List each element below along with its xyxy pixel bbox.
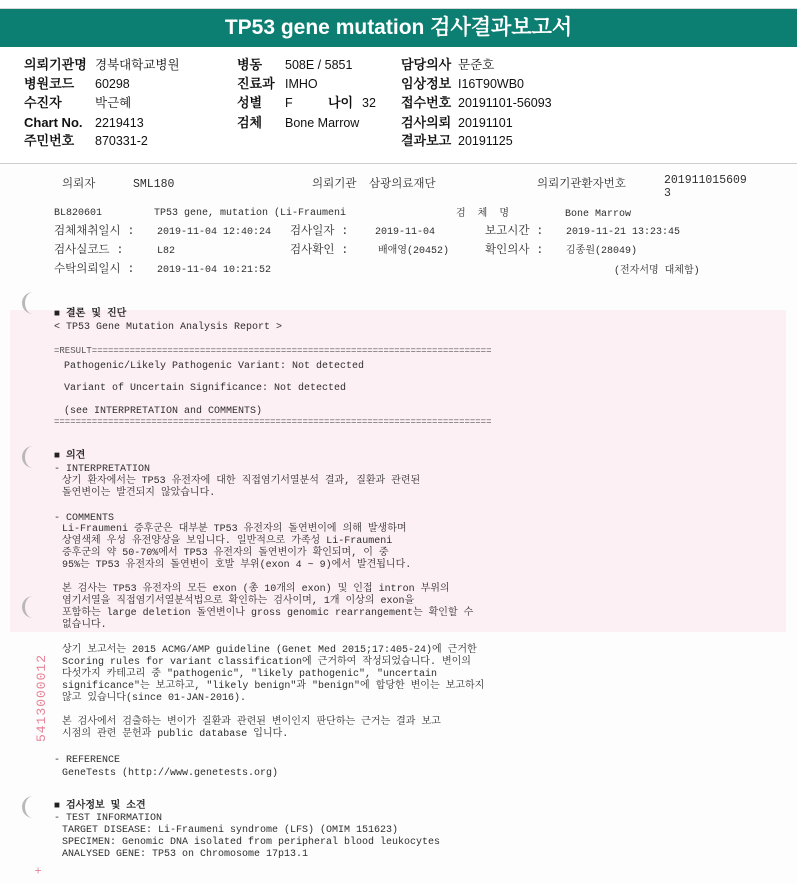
report-header [0,47,797,164]
header-value: 문준호 [458,58,495,72]
header-value: 60298 [95,77,130,91]
reference-text: GeneTests (http://www.genetests.org) [62,768,279,779]
header-value: F [285,96,293,110]
collect-value: 2019-11-04 12:40:24 [157,227,272,238]
header-label: 담당의사 [401,57,452,72]
section-opinion: ■ 의견 [54,451,86,462]
comment-line: 상기 보고서는 2015 ACMG/AMP guideline (Genet Med 2015;17:405-24)에 근거한 [62,645,477,656]
binder-hole [22,796,37,818]
comment-line: 본 검사에서 검출하는 변이가 질환과 관련된 변이인지 판단하는 근거는 결과 보고 [62,717,441,728]
institution-label: 의뢰기관 [312,178,357,191]
header-label: 성별 [237,95,263,110]
lab-code-label: 검사실코드 : [54,244,124,257]
test-info-heading: - TEST INFORMATION [54,813,163,824]
test-date-label: 검사일자 : [290,225,349,238]
header-label: 진료과 [237,76,275,91]
test-name: TP53 gene, mutation (Li-Fraumeni [154,208,347,219]
result-pathogenic: Pathogenic/Likely Pathogenic Variant: Not detected [64,361,365,372]
patient-no-value: 201911015609 [664,174,747,187]
header-value: 2219413 [95,116,144,130]
specimen-label: 검 체 명 [456,209,509,220]
header-label: 병동 [237,57,263,72]
patient-no-suffix: 3 [664,187,671,200]
header-label: Chart No. [24,115,83,130]
header-label: 수진자 [24,95,62,110]
red-stamp-number: 5413000012 [34,653,49,742]
section-test-info: ■ 검사정보 및 소견 [54,801,146,812]
comment-line: 상염색체 우성 유전양상을 보입니다. 일반적으로 가족성 Li-Fraumeni [62,536,393,547]
interpretation-heading: - INTERPRETATION [54,464,151,475]
binder-hole [22,596,37,618]
interpretation-line: 상기 환자에서는 TP53 유전자에 대한 직접염기서열분석 결과, 질환과 관련된 [62,476,421,487]
test-code: BL820601 [54,208,103,219]
doctor-value: 김종원(28049) [566,246,637,257]
binder-hole [22,446,37,468]
client-value: SML180 [133,178,175,191]
header-label: 의뢰기관명 [24,57,87,72]
result-note: (see INTERPRETATION and COMMENTS) [64,406,263,417]
report-subtitle: < TP53 Gene Mutation Analysis Report > [54,322,283,333]
header-value: I16T90WB0 [458,77,525,91]
doctor-label: 확인의사 : [485,244,544,257]
checker-value: 배애영(20452) [378,246,449,257]
comment-line: 않고 있습니다(since 01-JAN-2016). [62,693,246,704]
comment-line: 없습니다. [62,620,107,631]
header-value-age: 32 [362,96,376,110]
comment-line: 증후군의 약 50-70%에서 TP53 유전자의 돌연변이가 확인되며, 이 중 [62,548,389,559]
result-vus: Variant of Uncertain Significance: Not detected [64,383,347,394]
header-label: 임상정보 [401,76,452,91]
test-info-line: ANALYSED GENE: TP53 on Chromosome 17p13.1 [62,849,309,860]
report-time-value: 2019-11-21 13:23:45 [566,227,681,238]
lab-code-value: L82 [157,246,176,257]
checker-label: 검사확인 : [290,244,349,257]
comment-line: 포함하는 large deletion 돌연변이나 gross genomic rearrangement는 확인할 수 [62,608,474,619]
header-value: 508E / 5851 [285,58,353,72]
comment-line: 95%는 TP53 유전자의 돌연변이 호발 부위(exon 4 ~ 9)에서 발견됩니다. [62,560,412,571]
specimen-value: Bone Marrow [565,209,632,220]
header-value: Bone Marrow [285,116,360,130]
header-label-age: 나이 [328,95,354,110]
report-time-label: 보고시간 : [485,225,544,238]
header-label: 병원코드 [24,76,75,91]
header-value: 870331-2 [95,134,148,148]
test-date-value: 2019-11-04 [375,227,436,238]
interpretation-line: 돌연변이는 발견되지 않았습니다. [62,488,216,499]
request-label: 수탁의뢰일시 : [54,263,135,276]
header-value: 20191125 [458,134,513,148]
header-value: 20191101-56093 [458,96,552,110]
header-value: 20191101 [458,116,513,130]
header-label: 주민번호 [24,133,75,148]
red-stamp-plus: + [32,866,46,874]
header-label: 검사의뢰 [401,115,452,130]
e-sign-note: (전자서명 대체함) [614,266,700,277]
comment-line: 다섯가지 카테고리 중 "pathogenic", "likely pathogenic", "uncertain [62,669,437,680]
report-title: TP53 gene mutation 검사결과보고서 [0,9,797,47]
comment-line: 염기서열을 직접염기서열분석법으로 확인하는 검사이며, 1개 이상의 exon을 [62,596,415,607]
header-label: 접수번호 [401,95,452,110]
header-value: 박근혜 [95,96,132,110]
header-label: 검체 [237,115,263,130]
section-conclusion: ■ 결론 및 진단 [54,309,127,320]
comment-line: significance"는 보고하고, "likely benign"과 "benign"에 합당한 변이는 보고하지 [62,681,485,692]
comment-line: 본 검사는 TP53 유전자의 모든 exon (총 10개의 exon) 및 인접 intron 부위의 [62,584,450,595]
scanned-report [0,164,797,884]
header-value: 경북대학교병원 [95,58,180,72]
result-end-divider: ================================================================================= [54,417,492,427]
test-info-line: SPECIMEN: Genomic DNA isolated from peripheral blood leukocytes [62,837,441,848]
comment-line: 시점의 관련 문헌과 public database 입니다. [62,729,289,740]
collect-label: 검체채취일시 : [54,225,135,238]
result-divider: =RESULT========================================================================== [54,346,492,356]
header-label: 결과보고 [401,133,452,148]
patient-no-label: 의뢰기관환자번호 [537,178,626,191]
reference-heading: - REFERENCE [54,755,121,766]
comments-heading: - COMMENTS [54,513,115,524]
binder-hole [22,292,37,314]
test-info-line: TARGET DISEASE: Li-Fraumeni syndrome (LFS) (OMIM 151623) [62,825,399,836]
comment-line: Li-Fraumeni 증후군은 대부분 TP53 유전자의 돌연변이에 의해 발생하며 [62,524,407,535]
header-value: IMHO [285,77,318,91]
window-top-strip [0,0,797,9]
comment-line: Scoring rules for variant classification에 근거하여 작성되었습니다. 변이의 [62,657,471,668]
institution-value: 삼광의료재단 [369,178,436,191]
request-value: 2019-11-04 10:21:52 [157,265,272,276]
client-label: 의뢰자 [62,178,96,191]
